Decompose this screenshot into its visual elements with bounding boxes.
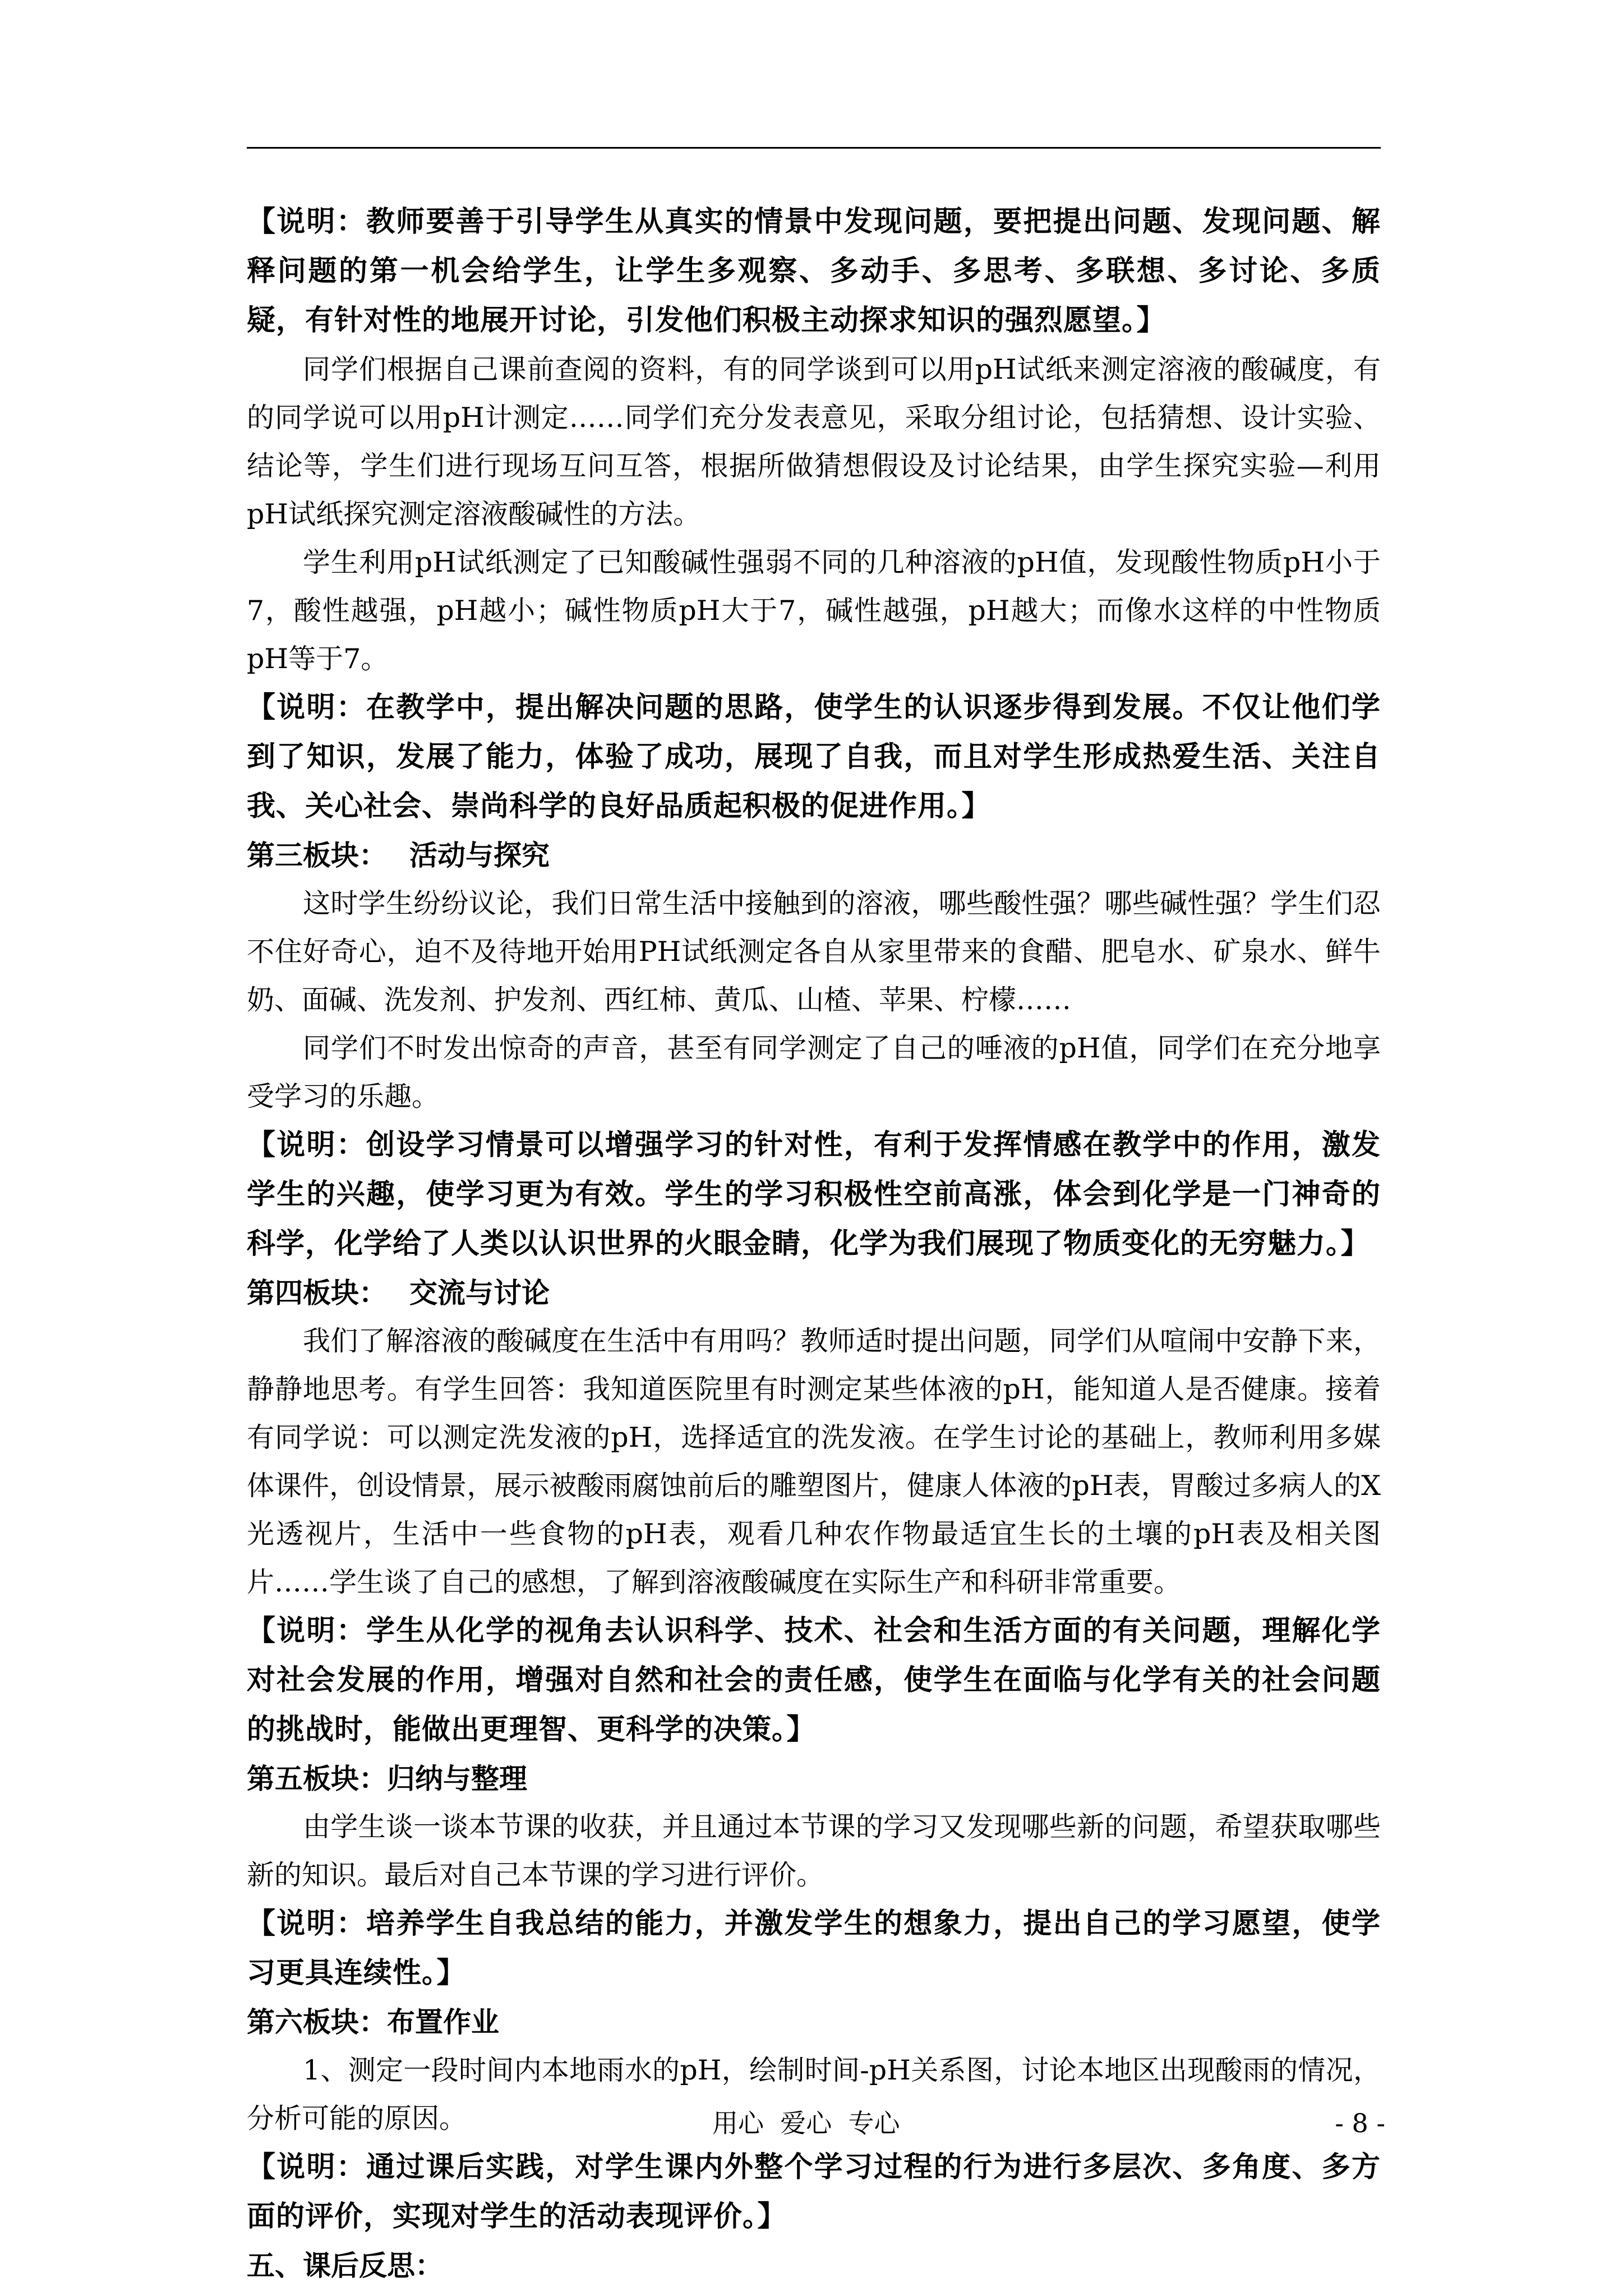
section-label: 第六板块： <box>247 2006 387 2039</box>
document-body <box>247 197 1381 2290</box>
section-title: 归纳与整理 <box>387 1763 527 1795</box>
note-4: 【说明：学生从化学的视角去认识科学、技术、社会和生活方面的有关问题，理解化学对社会发展的作用，增强对自然和社会的责任感，使学生在面临与化学有关的社会问题的挑战时，能做出更理智、更科学的决策。】 <box>247 1614 1381 1746</box>
note-1: 【说明：教师要善于引导学生从真实的情景中发现问题，要把提出问题、发现问题、解释问题的第一机会给学生，让学生多观察、多动手、多思考、多联想、多讨论、多质疑，有针对性的地展开讨论，引发他们积极主动探求知识的强烈愿望。】 <box>247 205 1381 337</box>
note-3: 【说明：创设学习情景可以增强学习的针对性，有利于发挥情感在教学中的作用，激发学生的兴趣，使学习更为有效。学生的学习积极性空前高涨，体会到化学是一门神奇的科学，化学给了人类以认识世界的火眼金睛，化学为我们展现了物质变化的无穷魅力。】 <box>247 1129 1381 1260</box>
section-label: 第五板块： <box>247 1763 387 1795</box>
paragraph-4: 同学们不时发出惊奇的声音，甚至有同学测定了自己的唾液的pH值，同学们在充分地享受学习的乐趣。 <box>247 1032 1381 1112</box>
note-2: 【说明：在教学中，提出解决问题的思路，使学生的认识逐步得到发展。不仅让他们学到了知识，发展了能力，体验了成功，展现了自我，而且对学生形成热爱生活、关注自我、关心社会、崇尚科学的良好品质起积极的促进作用。】 <box>247 691 1381 823</box>
paragraph-6: 由学生谈一谈本节课的收获，并且通过本节课的学习又发现哪些新的问题，希望获取哪些新的知识。最后对自己本节课的学习进行评价。 <box>247 1811 1381 1891</box>
note-5: 【说明：培养学生自我总结的能力，并激发学生的想象力，提出自己的学习愿望，使学习更具连续性。】 <box>247 1907 1381 1990</box>
footer-motto: 用心 爱心 专心 <box>712 2108 900 2138</box>
section-heading-6 <box>247 1998 1381 2046</box>
section-title: 活动与探究 <box>409 839 550 872</box>
paragraph-7: 1、测定一段时间内本地雨水的pH，绘制时间-pH关系图，讨论本地区出现酸雨的情况，分析可能的原因。 <box>247 2054 1381 2134</box>
section-label: 五、课后反思： <box>247 2249 443 2282</box>
section-heading-4 <box>247 1269 1381 1317</box>
paragraph-1: 同学们根据自己课前查阅的资料，有的同学谈到可以用pH试纸来测定溶液的酸碱度，有的同学说可以用pH计测定……同学们充分发表意见，采取分组讨论，包括猜想、设计实验、结论等，学生们进行现场互问互答，根据所做猜想假设及讨论结果，由学生探究实验—利用pH试纸探究测定溶液酸碱性的方法。 <box>247 353 1381 530</box>
section-title: 布置作业 <box>387 2006 499 2039</box>
section-title: 交流与讨论 <box>409 1277 550 1309</box>
section-heading-3 <box>247 831 1381 880</box>
paragraph-3: 这时学生纷纷议论，我们日常生活中接触到的溶液，哪些酸性强？哪些碱性强？学生们忍不住好奇心，迫不及待地开始用PH试纸测定各自从家里带来的食醋、肥皂水、矿泉水、鲜牛奶、面碱、洗发剂、护发剂、西红柿、黄瓜、山楂、苹果、柠檬…… <box>247 887 1381 1016</box>
note-6: 【说明：通过课后实践，对学生课内外整个学习过程的行为进行多层次、多角度、多方面的评价，实现对学生的活动表现评价。】 <box>247 2151 1381 2233</box>
header-rule <box>247 147 1381 149</box>
paragraph-2: 学生利用pH试纸测定了已知酸碱性强弱不同的几种溶液的pH值，发现酸性物质pH小于7，酸性越强，pH越小；碱性物质pH大于7，碱性越强，pH越大；而像水这样的中性物质pH等于7。 <box>247 546 1381 675</box>
section-label: 第四板块： <box>247 1277 387 1309</box>
section-heading-reflection <box>247 2242 1381 2290</box>
section-label: 第三板块： <box>247 839 387 872</box>
page-number: - 8 - <box>1335 2108 1385 2138</box>
section-heading-5 <box>247 1755 1381 1803</box>
paragraph-5: 我们了解溶液的酸碱度在生活中有用吗？教师适时提出问题，同学们从喧闹中安静下来，静静地思考。有学生回答：我知道医院里有时测定某些体液的pH，能知道人是否健康。接着有同学说：可以测定洗发液的pH，选择适宜的洗发液。在学生讨论的基础上，教师利用多媒体课件，创设情景，展示被酸雨腐蚀前后的雕塑图片，健康人体液的pH表，胃酸过多病人的X光透视片，生活中一些食物的pH表，观看几种农作物最适宜生长的土壤的pH表及相关图片……学生谈了自己的感想，了解到溶液酸碱度在实际生产和科研非常重要。 <box>247 1325 1381 1598</box>
